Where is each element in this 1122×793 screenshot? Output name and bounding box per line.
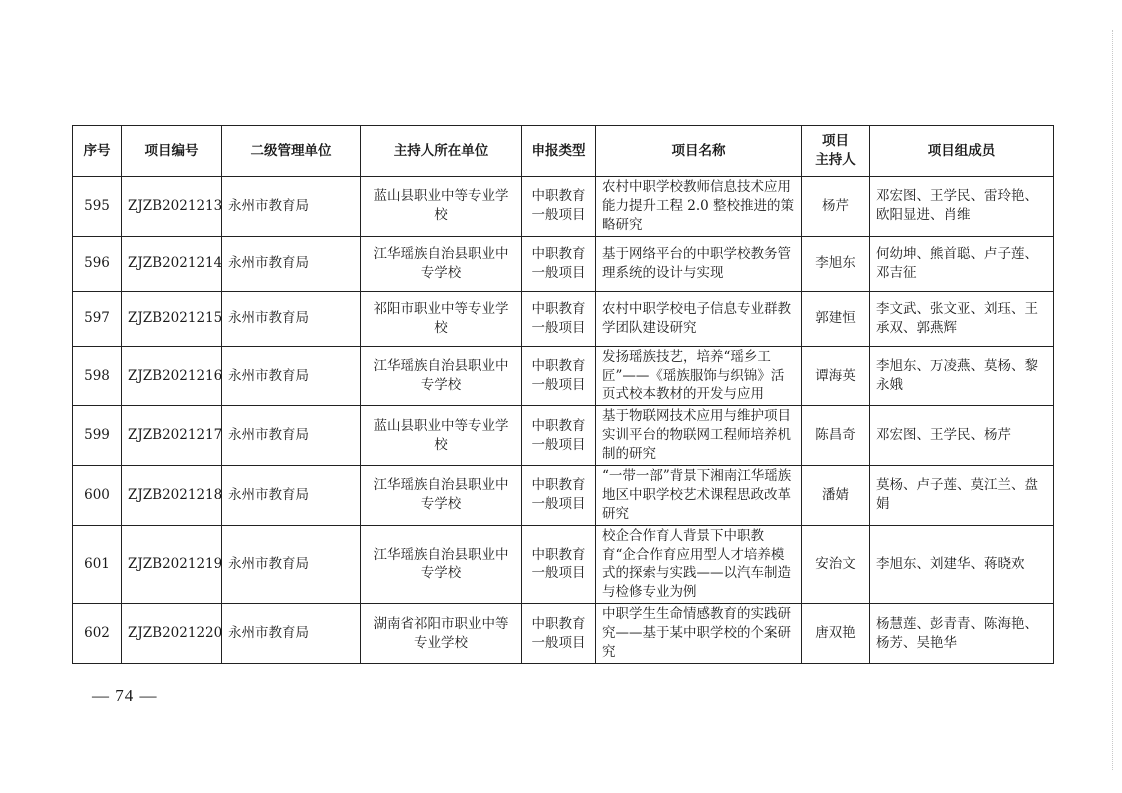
cell-members: 何幼坤、熊首聪、卢子莲、邓吉征 xyxy=(870,236,1054,291)
cell-unit: 永州市教育局 xyxy=(222,604,361,664)
cell-host: 潘婧 xyxy=(802,466,870,526)
cell-unit: 永州市教育局 xyxy=(222,291,361,346)
table-row xyxy=(73,291,1054,346)
cell-seq: 598 xyxy=(73,346,122,406)
header-type: 申报类型 xyxy=(522,126,596,177)
cell-unit: 永州市教育局 xyxy=(222,466,361,526)
cell-host: 谭海英 xyxy=(802,346,870,406)
cell-type: 中职教育一般项目 xyxy=(522,525,596,604)
cell-host-unit: 江华瑶族自治县职业中专学校 xyxy=(361,236,522,291)
cell-host-unit: 湖南省祁阳市职业中等专业学校 xyxy=(361,604,522,664)
cell-type: 中职教育一般项目 xyxy=(522,604,596,664)
cell-seq: 601 xyxy=(73,525,122,604)
cell-host-unit: 蓝山县职业中等专业学校 xyxy=(361,177,522,237)
cell-members: 杨慧莲、彭青青、陈海艳、杨芳、吴艳华 xyxy=(870,604,1054,664)
cell-unit: 永州市教育局 xyxy=(222,525,361,604)
cell-name: 农村中职学校教师信息技术应用能力提升工程 2.0 整校推进的策略研究 xyxy=(596,177,802,237)
cell-seq: 599 xyxy=(73,406,122,466)
table-row xyxy=(73,406,1054,466)
cell-name: 基于物联网技术应用与维护项目实训平台的物联网工程师培养机制的研究 xyxy=(596,406,802,466)
header-unit: 二级管理单位 xyxy=(222,126,361,177)
header-host: 项目 主持人 xyxy=(802,126,870,177)
cell-code: ZJZB2021217 xyxy=(122,406,222,466)
cell-name: 农村中职学校电子信息专业群教学团队建设研究 xyxy=(596,291,802,346)
cell-unit: 永州市教育局 xyxy=(222,236,361,291)
cell-seq: 596 xyxy=(73,236,122,291)
table-header-row xyxy=(73,126,1054,177)
cell-host-unit: 江华瑶族自治县职业中专学校 xyxy=(361,466,522,526)
cell-host: 郭建恒 xyxy=(802,291,870,346)
header-code: 项目编号 xyxy=(122,126,222,177)
cell-host-unit: 蓝山县职业中等专业学校 xyxy=(361,406,522,466)
cell-members: 邓宏图、王学民、雷玲艳、欧阳显进、肖维 xyxy=(870,177,1054,237)
cell-type: 中职教育一般项目 xyxy=(522,291,596,346)
cell-host: 唐双艳 xyxy=(802,604,870,664)
cell-name: 校企合作育人背景下中职教育“企合作育应用型人才培养模式的探索与实践——以汽车制造与检修专业为例 xyxy=(596,525,802,604)
cell-host: 安治文 xyxy=(802,525,870,604)
cell-name: 基于网络平台的中职学校教务管理系统的设计与实现 xyxy=(596,236,802,291)
cell-seq: 602 xyxy=(73,604,122,664)
cell-type: 中职教育一般项目 xyxy=(522,406,596,466)
cell-type: 中职教育一般项目 xyxy=(522,236,596,291)
cell-type: 中职教育一般项目 xyxy=(522,177,596,237)
cell-members: 李文武、张文亚、刘珏、王承双、郭燕辉 xyxy=(870,291,1054,346)
header-host-unit: 主持人所在单位 xyxy=(361,126,522,177)
cell-code: ZJZB2021219 xyxy=(122,525,222,604)
cell-host: 李旭东 xyxy=(802,236,870,291)
cell-seq: 597 xyxy=(73,291,122,346)
header-members: 项目组成员 xyxy=(870,126,1054,177)
cell-members: 莫杨、卢子莲、莫江兰、盘娟 xyxy=(870,466,1054,526)
table-row xyxy=(73,604,1054,664)
cell-code: ZJZB2021218 xyxy=(122,466,222,526)
header-name: 项目名称 xyxy=(596,126,802,177)
cell-type: 中职教育一般项目 xyxy=(522,466,596,526)
cell-seq: 595 xyxy=(73,177,122,237)
cell-host: 杨芹 xyxy=(802,177,870,237)
cell-name: 发扬瑶族技艺，培养“瑶乡工匠”——《瑶族服饰与织锦》活页式校本教材的开发与应用 xyxy=(596,346,802,406)
table-row xyxy=(73,236,1054,291)
cell-code: ZJZB2021216 xyxy=(122,346,222,406)
header-seq: 序号 xyxy=(73,126,122,177)
cell-members: 邓宏图、王学民、杨芹 xyxy=(870,406,1054,466)
page-edge-mark xyxy=(1112,30,1114,770)
table-row xyxy=(73,525,1054,604)
cell-code: ZJZB2021215 xyxy=(122,291,222,346)
cell-name: 中职学生生命情感教育的实践研究——基于某中职学校的个案研究 xyxy=(596,604,802,664)
cell-type: 中职教育一般项目 xyxy=(522,346,596,406)
project-table xyxy=(72,125,1054,664)
cell-members: 李旭东、刘建华、蒋晓欢 xyxy=(870,525,1054,604)
cell-host-unit: 江华瑶族自治县职业中专学校 xyxy=(361,525,522,604)
cell-unit: 永州市教育局 xyxy=(222,177,361,237)
cell-code: ZJZB2021213 xyxy=(122,177,222,237)
cell-members: 李旭东、万凌燕、莫杨、黎永娥 xyxy=(870,346,1054,406)
cell-seq: 600 xyxy=(73,466,122,526)
cell-code: ZJZB2021214 xyxy=(122,236,222,291)
cell-host-unit: 江华瑶族自治县职业中专学校 xyxy=(361,346,522,406)
page-number: — 74 — xyxy=(92,686,158,705)
cell-unit: 永州市教育局 xyxy=(222,346,361,406)
cell-code: ZJZB2021220 xyxy=(122,604,222,664)
cell-name: “一带一部”背景下湘南江华瑶族地区中职学校艺术课程思政改革研究 xyxy=(596,466,802,526)
cell-unit: 永州市教育局 xyxy=(222,406,361,466)
cell-host: 陈昌奇 xyxy=(802,406,870,466)
table-row xyxy=(73,346,1054,406)
table-row xyxy=(73,466,1054,526)
cell-host-unit: 祁阳市职业中等专业学校 xyxy=(361,291,522,346)
table-row xyxy=(73,177,1054,237)
